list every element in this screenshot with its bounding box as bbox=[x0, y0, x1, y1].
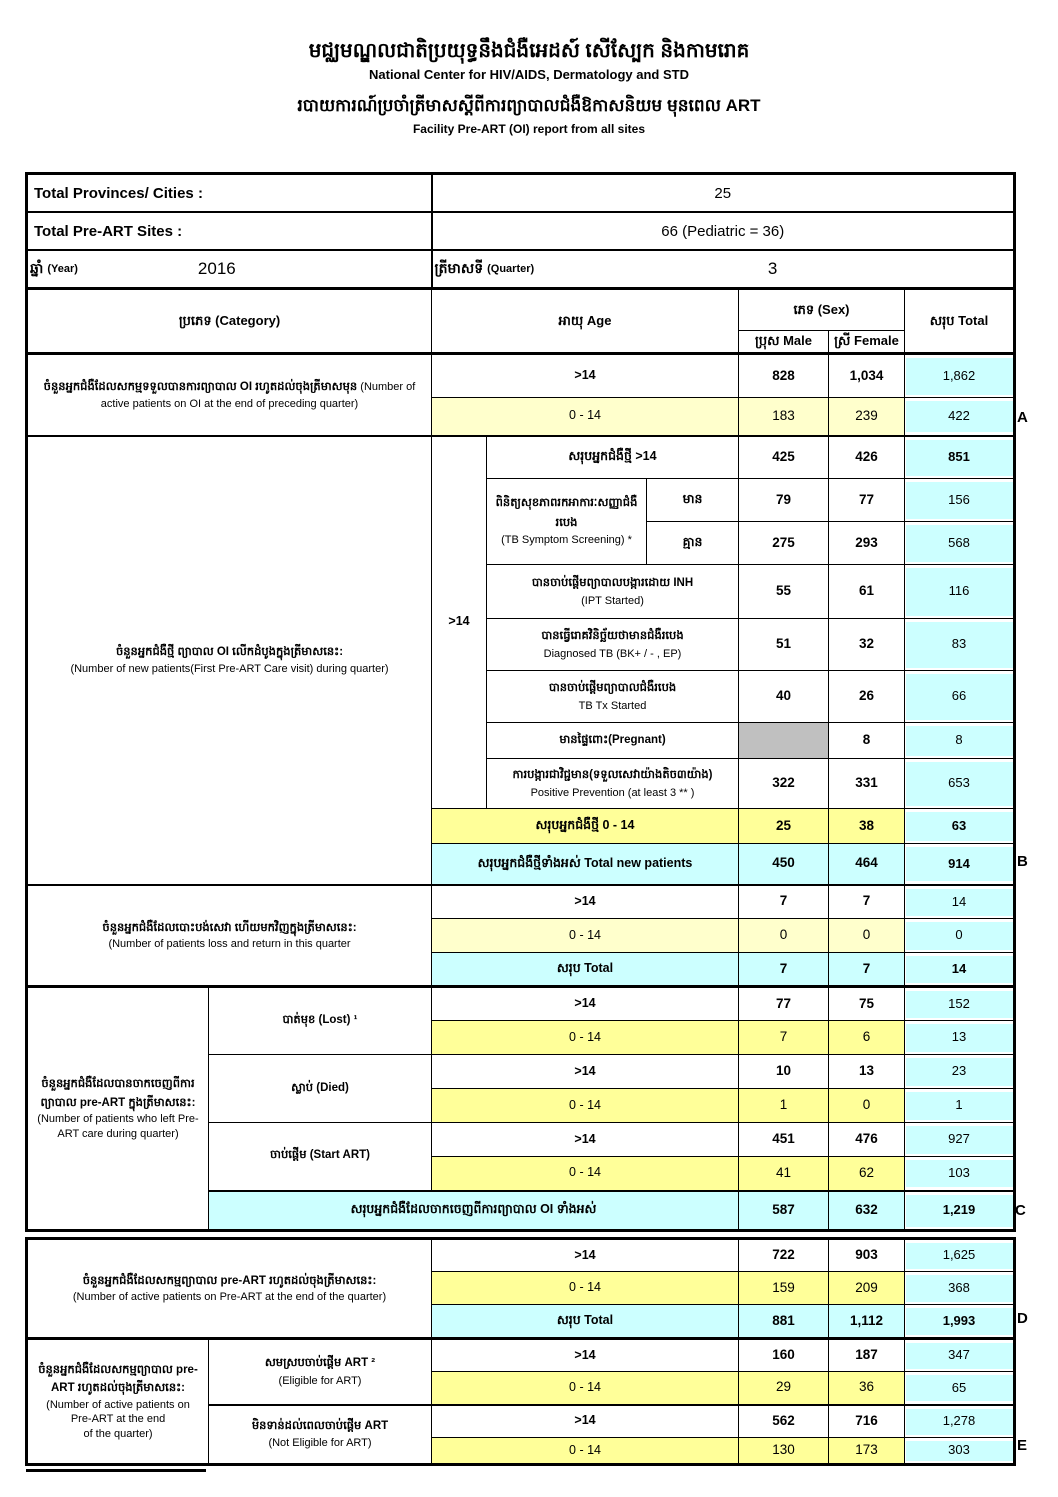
year-label-english: (Year) bbox=[47, 263, 78, 275]
female-value: 13 bbox=[829, 1055, 905, 1089]
total-value: 368 bbox=[905, 1272, 1015, 1305]
female-value: 1,034 bbox=[829, 354, 905, 398]
ipt-label-english: (IPT Started) bbox=[581, 594, 644, 607]
age-cell: >14 bbox=[432, 1405, 739, 1438]
female-value: 426 bbox=[829, 436, 905, 479]
lost-label-khmer: បាត់មុខ (Lost) ¹ bbox=[282, 1014, 358, 1027]
female-value: 75 bbox=[829, 987, 905, 1021]
female-value: 0 bbox=[829, 1089, 905, 1123]
total-value: 103 bbox=[905, 1157, 1015, 1191]
female-value: 293 bbox=[829, 522, 905, 565]
female-value: 716 bbox=[829, 1405, 905, 1438]
male-value: 25 bbox=[739, 809, 829, 844]
total-value: 1,219 bbox=[905, 1191, 1015, 1231]
provinces-label: Total Provinces/ Cities : bbox=[27, 174, 432, 213]
tb-screening-label-khmer: ពិនិត្យសុខភាពរកអាការៈសញ្ញាជំងឺរបេង bbox=[495, 497, 638, 529]
age-cell: >14 bbox=[432, 1239, 739, 1272]
male-value: 587 bbox=[739, 1191, 829, 1231]
subtitle-english: Facility Pre-ART (OI) report from all sites bbox=[412, 122, 646, 137]
male-value: 160 bbox=[739, 1339, 829, 1372]
marker-B: B bbox=[1017, 853, 1028, 870]
not-eligible-label-english: (Not Eligible for ART) bbox=[268, 1437, 372, 1450]
table-row bbox=[27, 436, 1015, 479]
sectionE-label-english-1: (Number of active patients on bbox=[46, 1398, 190, 1411]
pre-art-active-table bbox=[25, 1237, 1016, 1466]
male-value: 29 bbox=[739, 1372, 829, 1405]
female-value: 209 bbox=[829, 1272, 905, 1305]
start-art-label bbox=[209, 1123, 432, 1191]
total-new-label-english: Total new patients bbox=[584, 855, 693, 870]
female-value: 1,112 bbox=[829, 1305, 905, 1339]
male-value: 77 bbox=[739, 987, 829, 1021]
total-value: 1 bbox=[905, 1089, 1015, 1123]
age-cell: >14 bbox=[432, 1055, 739, 1089]
age-cell: 0 - 14 bbox=[432, 398, 739, 436]
tb-tx-label-english: TB Tx Started bbox=[578, 699, 647, 712]
total-value: 653 bbox=[905, 759, 1015, 809]
diagnosed-tb-label-khmer: បានធ្វើរោគវិនិច្ឆ័យថាមានជំងឺរបេង bbox=[541, 630, 684, 643]
total-value: 156 bbox=[905, 479, 1015, 522]
eligible-label-english: (Eligible for ART) bbox=[278, 1374, 362, 1387]
total-value: 13 bbox=[905, 1021, 1015, 1055]
male-value: 562 bbox=[739, 1405, 829, 1438]
tb-tx-label bbox=[487, 671, 739, 723]
table-row bbox=[27, 174, 1015, 213]
age-cell: 0 - 14 bbox=[432, 1272, 739, 1305]
loss-return-category bbox=[27, 885, 432, 987]
male-value: 881 bbox=[739, 1305, 829, 1339]
male-value: 722 bbox=[739, 1239, 829, 1272]
total-value: 8 bbox=[905, 723, 1015, 759]
sectionA-label-english: (Number of active patients on OI at the end of preceding quarter) bbox=[100, 381, 416, 410]
total-value: 422 bbox=[905, 398, 1015, 436]
pre-art-main-table bbox=[25, 287, 1016, 1232]
sectionD-label-khmer: ចំនួនអ្នកជំងឺដែលសកម្មព្យាបាល pre-ART រហូតដល់ចុងត្រីមាសនេះ: bbox=[82, 1274, 377, 1287]
sectionB-label-english: (Number of new patients(First Pre-ART Care visit) during quarter) bbox=[70, 662, 389, 675]
age-cell: >14 bbox=[432, 354, 739, 398]
sectionD-category bbox=[27, 1239, 432, 1339]
sum-over14-age: >14 bbox=[635, 449, 657, 464]
not-eligible-label-khmer: មិនទាន់ដល់ពេលចាប់ផ្តើម ART bbox=[251, 1419, 389, 1432]
age-cell: 0 - 14 bbox=[432, 1089, 739, 1123]
tb-screening-label-english: (TB Symptom Screening) * bbox=[501, 534, 632, 547]
total-value: 914 bbox=[905, 844, 1015, 885]
died-label-khmer: ស្លាប់ (Died) bbox=[291, 1081, 349, 1094]
female-value: 632 bbox=[829, 1191, 905, 1231]
loss-return-label-khmer: ចំនួនអ្នកជំងឺដែលបោះបង់សេវា ហើយមកវិញក្នុងត្រីមាសនេះ: bbox=[102, 921, 357, 934]
age-cell: 0 - 14 bbox=[432, 1372, 739, 1405]
total-value: 851 bbox=[905, 436, 1015, 479]
total-value: 65 bbox=[905, 1372, 1015, 1405]
ipt-label-khmer: បានចាប់ផ្តើមព្យាបាលបង្ការដោយ INH bbox=[531, 577, 694, 590]
total-value: 1,278 bbox=[905, 1405, 1015, 1438]
provinces-value: 25 bbox=[432, 174, 1015, 213]
sectionD-total-label: សរុប Total bbox=[432, 1305, 739, 1339]
male-value: 41 bbox=[739, 1157, 829, 1191]
quarter-label-khmer: ត្រីមាសទី bbox=[434, 259, 484, 276]
year-value: 2016 bbox=[197, 259, 236, 278]
not-eligible-label bbox=[209, 1405, 432, 1465]
pregnant-label: មានផ្ទៃពោះ(Pregnant) bbox=[559, 733, 666, 746]
male-value: 828 bbox=[739, 354, 829, 398]
loss-return-total-label: សរុប Total bbox=[432, 953, 739, 987]
tb-tx-label-khmer: បានចាប់ផ្តើមព្យាបាលជំងឺរបេង bbox=[548, 682, 677, 695]
diagnosed-tb-label-english: Diagnosed TB (BK+ / - , EP) bbox=[543, 647, 682, 660]
sectionA-label-khmer: ចំនួនអ្នកជំងឺដែលសកម្មទទួលបានការព្យាបាល OI រហូតដល់ចុងត្រីមាសមុន bbox=[43, 381, 358, 394]
table-row bbox=[27, 212, 1015, 250]
age-cell: >14 bbox=[432, 1123, 739, 1157]
tb-screening-label bbox=[487, 479, 647, 565]
female-value: 6 bbox=[829, 1021, 905, 1055]
male-value: 1 bbox=[739, 1089, 829, 1123]
positive-prevention-label-khmer: ការបង្ការជាវិជ្ជមាន(ទទួលសេវាយ៉ាងតិច៣យ៉ាង) bbox=[512, 769, 713, 782]
marker-D: D bbox=[1017, 1310, 1028, 1327]
table-row bbox=[27, 885, 1015, 919]
age-cell: 0 - 14 bbox=[432, 1021, 739, 1055]
sectionB-category bbox=[27, 436, 432, 885]
positive-prevention-label-english: Positive Prevention (at least 3 ** ) bbox=[530, 786, 695, 799]
female-value: 26 bbox=[829, 671, 905, 723]
title-khmer: មជ្ឈមណ្ឌលជាតិប្រយុទ្ធនឹងជំងឺអេដស៍ សើស្បែក និងកាមរោគ bbox=[308, 40, 750, 62]
sectionC-label-english: (Number of patients who left Pre-ART care during quarter) bbox=[37, 1113, 199, 1140]
female-value: 7 bbox=[829, 953, 905, 987]
diagnosed-tb-label bbox=[487, 619, 739, 671]
table-row bbox=[27, 987, 1015, 1021]
died-label bbox=[209, 1055, 432, 1123]
summary-info-table bbox=[25, 172, 1016, 290]
female-value: 239 bbox=[829, 398, 905, 436]
sectionC-category bbox=[27, 987, 209, 1231]
total-value: 14 bbox=[905, 953, 1015, 987]
sum-over14-label-khmer: សរុបអ្នកជំងឺថ្មី bbox=[568, 449, 632, 464]
age-group-cell: >14 bbox=[432, 436, 487, 809]
total-value: 116 bbox=[905, 565, 1015, 619]
female-value: 8 bbox=[829, 723, 905, 759]
sectionE-label-khmer: ចំនួនអ្នកជំងឺដែលសកម្មព្យាបាល pre-ART រហូតដល់ចុងត្រីមាសនេះ: bbox=[38, 1363, 198, 1395]
total-value: 347 bbox=[905, 1339, 1015, 1372]
title-english: National Center for HIV/AIDS, Dermatology and STD bbox=[369, 67, 689, 82]
total-value: 14 bbox=[905, 885, 1015, 919]
sectionC-total-label: សរុបអ្នកជំងឺដែលចាកចេញពីការព្យាបាល OI ទាំងអស់ bbox=[209, 1191, 739, 1231]
total-value: 66 bbox=[905, 671, 1015, 723]
age-cell: 0 - 14 bbox=[432, 1157, 739, 1191]
total-value: 1,625 bbox=[905, 1239, 1015, 1272]
quarter-value: 3 bbox=[767, 259, 778, 278]
male-value: 7 bbox=[739, 885, 829, 919]
table-row bbox=[27, 1239, 1015, 1272]
female-value: 32 bbox=[829, 619, 905, 671]
female-value: 476 bbox=[829, 1123, 905, 1157]
quarter-label-english: (Quarter) bbox=[487, 263, 535, 275]
male-value-na bbox=[739, 723, 829, 759]
male-value: 40 bbox=[739, 671, 829, 723]
footnote-separator bbox=[26, 1469, 206, 1472]
table-row bbox=[27, 1339, 1015, 1372]
tb-none-label: គ្មាន bbox=[647, 522, 739, 565]
male-value: 450 bbox=[739, 844, 829, 885]
male-value: 0 bbox=[739, 919, 829, 953]
male-value: 7 bbox=[739, 953, 829, 987]
total-value: 63 bbox=[905, 809, 1015, 844]
marker-C: C bbox=[1015, 1202, 1026, 1219]
positive-prevention-label bbox=[487, 759, 739, 809]
female-value: 62 bbox=[829, 1157, 905, 1191]
age-cell: >14 bbox=[432, 987, 739, 1021]
ipt-label bbox=[487, 565, 739, 619]
male-value: 322 bbox=[739, 759, 829, 809]
total-value: 0 bbox=[905, 919, 1015, 953]
col-header-female: ស្រី Female bbox=[829, 331, 905, 354]
sectionB-label-khmer: ចំនួនអ្នកជំងឺថ្មី ព្យាបាល OI លើកដំបូងក្នុងត្រីមាសនេះ: bbox=[115, 646, 344, 659]
age-cell: 0 - 14 bbox=[432, 919, 739, 953]
sites-value: 66 (Pediatric = 36) bbox=[432, 212, 1015, 250]
marker-E: E bbox=[1017, 1437, 1028, 1454]
loss-return-label-english: (Number of patients loss and return in this quarter bbox=[108, 938, 351, 951]
male-value: 275 bbox=[739, 522, 829, 565]
female-value: 7 bbox=[829, 885, 905, 919]
eligible-label bbox=[209, 1339, 432, 1405]
row-label bbox=[487, 436, 739, 479]
age-cell: >14 bbox=[432, 1339, 739, 1372]
female-value: 77 bbox=[829, 479, 905, 522]
female-value: 331 bbox=[829, 759, 905, 809]
sectionE-label-english-3: of the quarter) bbox=[83, 1428, 153, 1441]
female-value: 38 bbox=[829, 809, 905, 844]
male-value: 159 bbox=[739, 1272, 829, 1305]
start-art-label-khmer: ចាប់ផ្តើម (Start ART) bbox=[270, 1149, 370, 1162]
male-value: 51 bbox=[739, 619, 829, 671]
table-header-row bbox=[27, 289, 1015, 331]
year-cell bbox=[27, 250, 432, 289]
marker-A: A bbox=[1017, 409, 1028, 426]
sectionA-category bbox=[27, 354, 432, 436]
male-value: 130 bbox=[739, 1438, 829, 1465]
subtitle-khmer: របាយការណ៍ប្រចាំត្រីមាសស្តីពីការព្យាបាលជំងឺឱកាសនិយម មុនពេល ART bbox=[297, 96, 761, 116]
col-header-category: ប្រភេទ (Category) bbox=[27, 289, 432, 354]
total-new-label-khmer: សរុបអ្នកជំងឺថ្មីទាំងអស់ bbox=[477, 855, 581, 870]
female-value: 61 bbox=[829, 565, 905, 619]
total-value: 1,993 bbox=[905, 1305, 1015, 1339]
total-value: 83 bbox=[905, 619, 1015, 671]
total-value: 303 bbox=[905, 1438, 1015, 1465]
total-new-patients-label bbox=[432, 844, 739, 885]
female-value: 187 bbox=[829, 1339, 905, 1372]
table-row bbox=[27, 250, 1015, 289]
sites-label: Total Pre-ART Sites : bbox=[27, 212, 432, 250]
female-value: 0 bbox=[829, 919, 905, 953]
age-cell: 0 - 14 bbox=[432, 1438, 739, 1465]
report-header bbox=[0, 36, 1058, 137]
sum-under14-label: សរុបអ្នកជំងឺថ្មី 0 - 14 bbox=[432, 809, 739, 844]
male-value: 183 bbox=[739, 398, 829, 436]
age-cell: >14 bbox=[432, 885, 739, 919]
tb-have-label: មាន bbox=[647, 479, 739, 522]
female-value: 464 bbox=[829, 844, 905, 885]
eligible-label-khmer: សមស្របចាប់ផ្តើម ART ² bbox=[264, 1357, 376, 1370]
female-value: 36 bbox=[829, 1372, 905, 1405]
male-value: 7 bbox=[739, 1021, 829, 1055]
sectionE-category bbox=[27, 1339, 209, 1465]
year-label-khmer: ឆ្នាំ bbox=[30, 259, 44, 276]
male-value: 10 bbox=[739, 1055, 829, 1089]
male-value: 55 bbox=[739, 565, 829, 619]
lost-label bbox=[209, 987, 432, 1055]
male-value: 79 bbox=[739, 479, 829, 522]
col-header-age: អាយុ Age bbox=[432, 289, 739, 354]
female-value: 903 bbox=[829, 1239, 905, 1272]
total-value: 568 bbox=[905, 522, 1015, 565]
pregnant-label-cell bbox=[487, 723, 739, 759]
male-value: 451 bbox=[739, 1123, 829, 1157]
quarter-cell bbox=[432, 250, 1015, 289]
total-value: 927 bbox=[905, 1123, 1015, 1157]
total-value: 23 bbox=[905, 1055, 1015, 1089]
female-value: 173 bbox=[829, 1438, 905, 1465]
col-header-sex: ភេទ (Sex) bbox=[739, 289, 905, 331]
male-value: 425 bbox=[739, 436, 829, 479]
col-header-total: សរុប Total bbox=[905, 289, 1015, 354]
col-header-male: ប្រុស Male bbox=[739, 331, 829, 354]
total-value: 152 bbox=[905, 987, 1015, 1021]
total-value: 1,862 bbox=[905, 354, 1015, 398]
sectionD-label-english: (Number of active patients on Pre-ART at the end of the quarter) bbox=[72, 1291, 387, 1304]
sectionE-label-english-2: Pre-ART at the end bbox=[70, 1413, 166, 1426]
table-row bbox=[27, 354, 1015, 398]
sectionC-label-khmer: ចំនួនអ្នកជំងឺដែលបានចាកចេញពីការ ព្យាបាល pre-ART ក្នុងត្រីមាសនេះ: bbox=[40, 1078, 196, 1109]
